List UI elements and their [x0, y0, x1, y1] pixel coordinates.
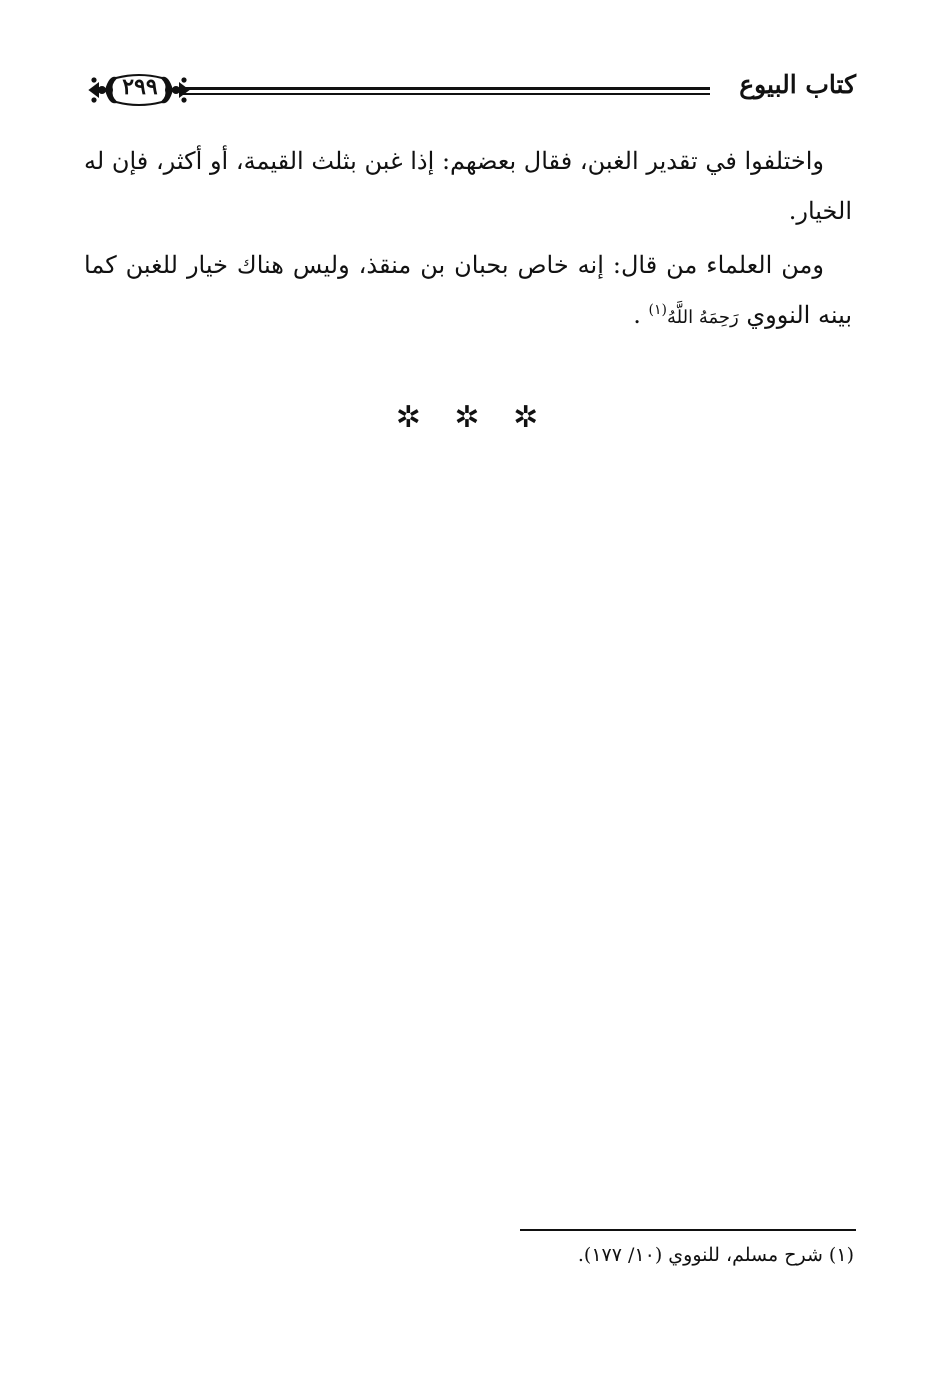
- section-separator: ✲ ✲ ✲: [395, 400, 551, 435]
- page-number: ٢٩٩: [122, 74, 158, 100]
- paragraph-text: ومن العلماء من قال: إنه خاص بحبان بن منقذ، وليس هناك خيار للغبن كما بينه النووي: [84, 251, 852, 329]
- body-text: [84, 136, 852, 343]
- running-title: كتاب البيوع: [739, 70, 856, 99]
- header-double-rule: [182, 87, 710, 96]
- page-header: [86, 66, 856, 114]
- honorific-formula: رَحِمَهُ اللَّهُ: [667, 307, 739, 328]
- paragraph: [84, 240, 852, 343]
- paragraph-text: واختلفوا في تقدير الغبن، فقال بعضهم: إذا غبن بثلث القيمة، أو أكثر، فإن له الخيار.: [84, 147, 852, 225]
- page-number-ornament: [86, 66, 192, 114]
- footnote-rule: [520, 1229, 856, 1231]
- paragraph: [84, 136, 852, 236]
- sentence-end: .: [633, 301, 641, 329]
- footnote-reference: (١): [648, 302, 667, 318]
- footnote: (١) شرح مسلم، للنووي (١٠/ ١٧٧).: [577, 1244, 854, 1266]
